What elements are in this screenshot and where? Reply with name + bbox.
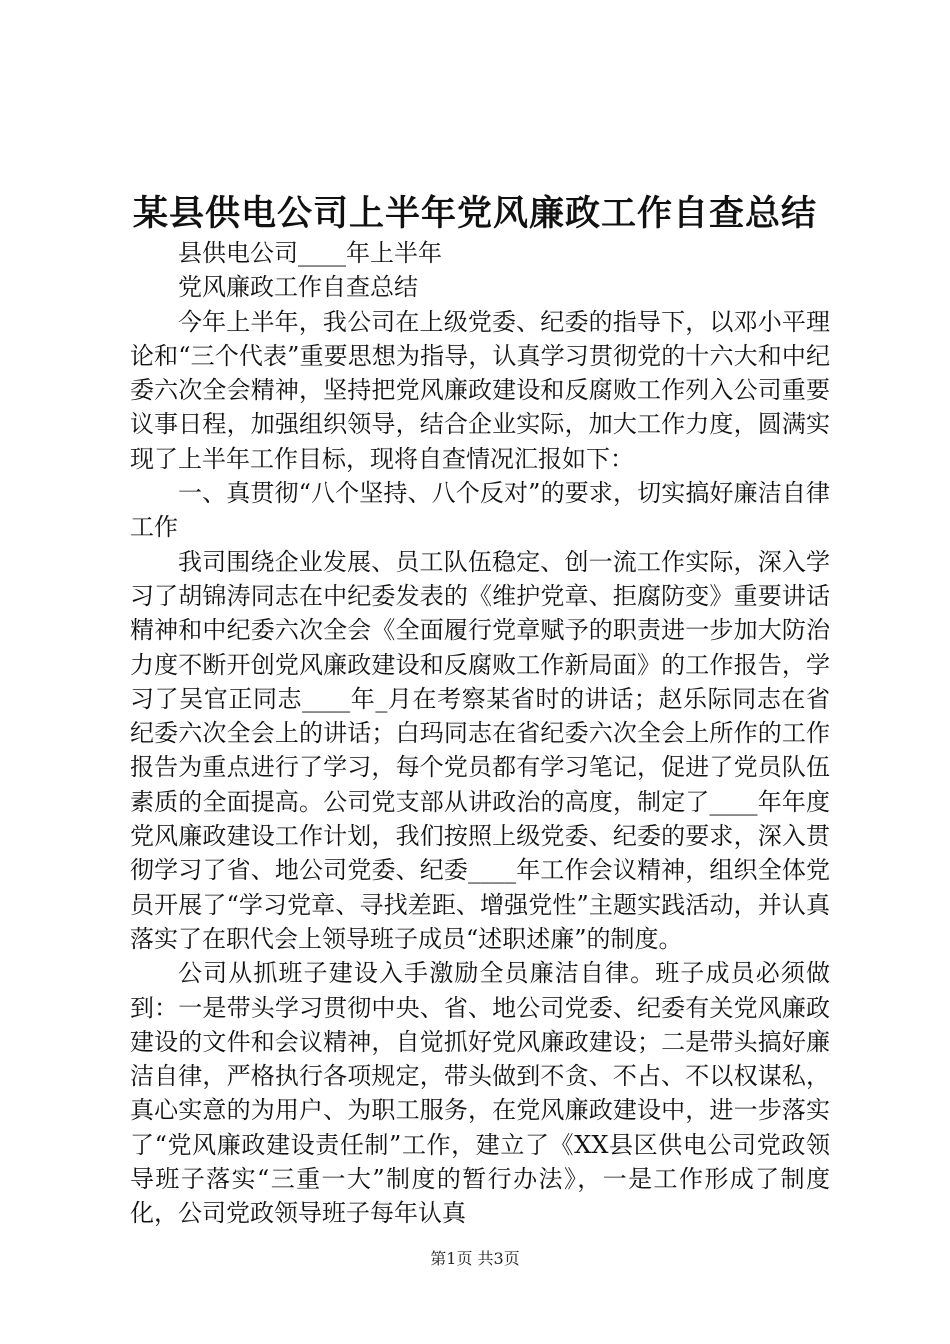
- intro-paragraph: 今年上半年，我公司在上级党委、纪委的指导下，以邓小平理论和“三个代表”重要思想为指导，认真学习贯彻党的十六大和中纪委六次全会精神，坚持把党风廉政建设和反腐败工作列入公司重要议事日程，加强组织领导，结合企业实际，加大工作力度，圆满实现了上半年工作目标，现将自查情况汇报如下：: [130, 307, 830, 473]
- subtitle-line-1: 县供电公司____年上半年: [178, 239, 442, 267]
- subtitle-line-2: 党风廉政工作自查总结: [178, 273, 418, 302]
- body-paragraph: 我司围绕企业发展、员工队伍稳定、创一流工作实际，深入学习了胡锦涛同志在中纪委发表的《维护党章、拒腐防变》重要讲话精神和中纪委六次全会《全面履行党章赋予的职责进一步加大防治力度不断开创党风廉政建设和反腐败工作新局面》的工作报告，学习了吴官正同志____年_月在考察某省时的讲话；赵乐际同志在省纪委六次全会上的讲话；白玛同志在省纪委六次全会上所作的工作报告为重点进行了学习，每个党员都有学习笔记，促进了党员队伍素质的全面提高。公司党支部从讲政治的高度，制定了____年年度党风廉政建设工作计划，我们按照上级党委、纪委的要求，深入贯彻学习了省、地公司党委、纪委____年工作会议精神，组织全体党员开展了“学习党章、寻找差距、增强党性”主题实践活动，并认真落实了在职代会上领导班子成员“述职述廉”的制度。: [130, 547, 830, 953]
- page-number-footer: 第1页 共3页: [430, 1249, 520, 1268]
- body-paragraph: 公司从抓班子建设入手激励全员廉洁自律。班子成员必须做到：一是带头学习贯彻中央、省、地公司党委、纪委有关党风廉政建设的文件和会议精神，自觉抓好党风廉政建设；二是带头搞好廉洁自律，严格执行各项规定，带头做到不贪、不占、不以权谋私，真心实意的为用户、为职工服务，在党风廉政建设中，进一步落实了“党风廉政建设责任制”工作，建立了《XX县区供电公司党政领导班子落实“三重一大”制度的暂行办法》，一是工作形成了制度化，公司党政领导班子每年认真: [130, 959, 830, 1228]
- document-title: 某县供电公司上半年党风廉政工作自查总结: [132, 193, 817, 234]
- document-body: [130, 236, 830, 1231]
- section-heading-1: 一、真贯彻“八个坚持、八个反对”的要求，切实搞好廉洁自律工作: [130, 479, 830, 542]
